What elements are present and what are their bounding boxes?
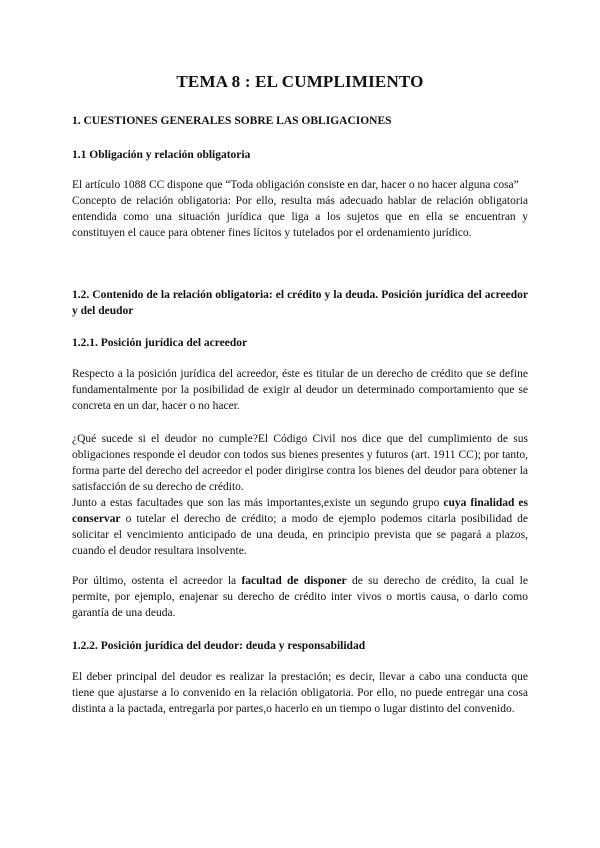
subsection-heading-1-2-1: 1.2.1. Posición jurídica del acreedor (72, 337, 248, 349)
paragraph-text: Concepto de relación obligatoria: Por ello, resulta más adecuado hablar de relación obligatoria entendida como una situación jurídica que liga a los sujetos que en ella se encuentran y constituyen el cauce para obtener fines lícitos y tutelados por el ordenamiento jurídico. (72, 195, 528, 239)
paragraph-text: El artículo 1088 CC dispone que “Toda obligación consiste en dar, hacer o no hacer alguna cosa” (72, 179, 519, 191)
paragraph-article-1088 (72, 177, 528, 241)
paragraph-debtor-duty: El deber principal del deudor es realizar la prestación; es decir, llevar a cabo una conducta que tiene que ajustarse a lo convenido en la relación obligatoria. Por ello, no puede entregar una cosa distinta a la pactada, entregarla por partes,o hacerlo en un tiempo o lugar distinto del convenido. (72, 671, 528, 715)
subsection-heading-1-1: 1.1 Obligación y relación obligatoria (72, 149, 251, 161)
paragraph-creditor-position: Respecto a la posición jurídica del acreedor, éste es titular de un derecho de crédito que se define fundamentalmente por la posibilidad de exigir al deudor un determinado comportamiento que se concreta en un dar, hacer o no hacer. (72, 368, 528, 412)
section-heading-1: 1. CUESTIONES GENERALES SOBRE LAS OBLIGACIONES (72, 115, 392, 127)
subsection-heading-1-2-2: 1.2.2. Posición jurídica del deudor: deuda y responsabilidad (72, 640, 366, 652)
emphasis-text: cuya finalidad es conservar (72, 497, 528, 525)
paragraph-debtor-noncompliance (72, 431, 528, 559)
paragraph-facultad-disponer (72, 573, 528, 621)
paragraph-text: Por último, ostenta el acreedor la (72, 575, 242, 587)
paragraph-text: o tutelar el derecho de crédito; a modo de ejemplo podemos citarla posibilidad de solicitar el vencimiento anticipado de una deuda, en principio prevista que se pagará a plazos, cuando el deudor resultara insolvente. (72, 513, 528, 557)
paragraph-text: de su derecho de crédito, la cual le permite, por ejemplo, enajenar su derecho de crédito inter vivos o mortis causa, o darlo como garantía de una deuda. (72, 575, 528, 619)
emphasis-text: facultad de disponer (241, 575, 347, 587)
page-title: TEMA 8 : EL CUMPLIMIENTO (176, 72, 424, 91)
subsection-heading-1-2: 1.2. Contenido de la relación obligatoria: el crédito y la deuda. Posición jurídica del acreedor y del deudor (72, 289, 528, 317)
paragraph-text: ¿Qué sucede si el deudor no cumple?El Código Civil nos dice que del cumplimiento de sus obligaciones responde el deudor con todos sus bienes presentes y futuros (art. 1911 CC); por tanto, forma parte del derecho del acreedor el poder dirigirse contra los bienes del deudor para obtener la satisfacción de su derecho de crédito. (72, 433, 528, 493)
paragraph-text: Junto a estas facultades que son las más importantes,existe un segundo grupo (72, 497, 444, 509)
